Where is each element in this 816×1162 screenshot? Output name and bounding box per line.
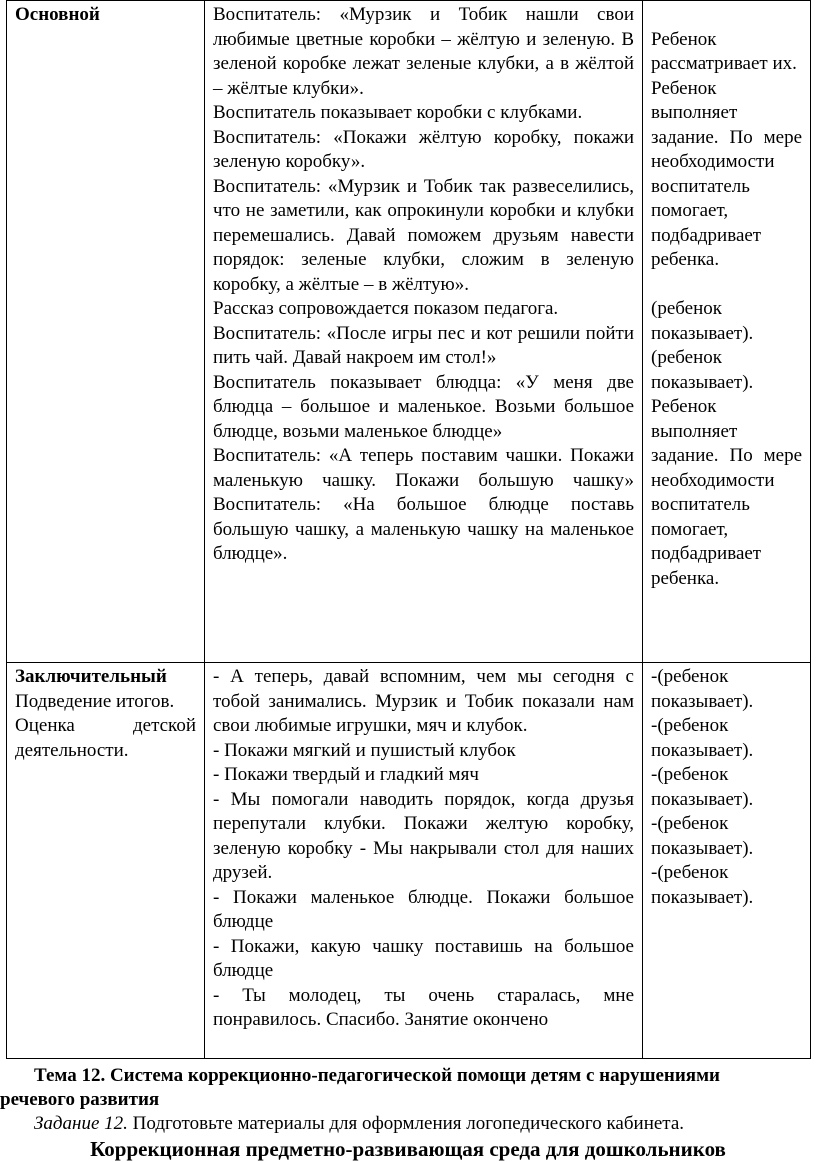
teacher-cell-final (205, 663, 643, 1059)
teacher-line: - Покажи мягкий и пушистый клубок (213, 739, 516, 761)
teacher-line: - А теперь, давай вспомним, чем мы сегодня с тобой занимались. Мурзик и Тобик показали нам свои любимые игрушки, мяч и клубок. (213, 666, 634, 736)
teacher-cell-main (205, 1, 643, 663)
teacher-line: - Ты молодец, ты очень старалась, мне понравилось. Спасибо. Занятие окончено (213, 984, 634, 1030)
teacher-line: Рассказ сопровождается показом педагога. (213, 298, 559, 319)
child-line: Ребенок выполняет задание. По мере необходимости воспитатель помогает, подбадривает ребенка. (651, 77, 802, 270)
task-line (34, 1112, 684, 1137)
stage-note: Оценка детской деятельности. (15, 715, 196, 761)
child-cell-main (643, 1, 811, 663)
stage-name: Основной (15, 4, 100, 25)
teacher-line: Воспитатель: «Мурзик и Тобик нашли свои любимые цветные коробки – жёлтую и зеленую. В зеленой коробке лежат зеленые клубки, а в жёлтой – жёлтые клубки». (213, 4, 634, 99)
stage-cell-main (7, 1, 205, 663)
child-line: -(ребенок показывает). (651, 862, 754, 908)
teacher-line: - Покажи твердый и гладкий мяч (213, 764, 479, 785)
lesson-table (6, 0, 811, 1059)
teacher-line: - Покажи, какую чашку поставишь на большое блюдце (213, 935, 634, 981)
child-line: -(ребенок показывает). (651, 666, 754, 712)
child-line: -(ребенок показывает). (651, 764, 754, 810)
task-text: Подготовьте материалы для оформления логопедического кабинета. (127, 1113, 685, 1134)
stage-note: Подведение итогов. (15, 690, 175, 712)
stage-name: Заключительный (15, 666, 167, 687)
teacher-line: Воспитатель: «Мурзик и Тобик так развеселились, что не заметили, как опрокинули коробки и клубки перемешались. Давай поможем друзьям навести порядок: зеленые клубки, сложим в зеленую коробку, а жёлтые – в жёлтую». (213, 175, 634, 295)
teacher-line: - Мы помогали наводить порядок, когда друзья перепутали клубки. Покажи желтую коробку, зеленую коробку - Мы накрывали стол для наших друзей. (213, 788, 634, 883)
child-line: (ребенок показывает). (651, 347, 754, 393)
teacher-line: Воспитатель: «А теперь поставим чашки. Покажи маленькую чашку. Покажи большую чашку» Воспитатель: «На большое блюдце поставь большую чашку, а маленькую чашку на маленькое блюдце». (213, 445, 634, 564)
child-line: Ребенок рассматривает их. (651, 28, 797, 74)
teacher-line: Воспитатель: «После игры пес и кот решили пойти пить чай. Давай накроем им стол!» (213, 322, 634, 368)
child-line: Ребенок выполняет задание. По мере необходимости воспитатель помогает, подбадривает ребенка. (651, 396, 802, 589)
task-label: Задание 12. (34, 1113, 128, 1134)
child-cell-final (643, 663, 811, 1059)
section-heading: Коррекционная предметно-развивающая среда для дошкольников (90, 1137, 726, 1161)
child-line: -(ребенок показывает). (651, 715, 754, 761)
child-line: -(ребенок показывает). (651, 813, 754, 859)
topic-line-1: Тема 12. Система коррекционно-педагогической помощи детям с нарушениями (34, 1065, 720, 1086)
topic-title (0, 1064, 816, 1112)
teacher-line: - Покажи маленькое блюдце. Покажи большое блюдце (213, 886, 634, 932)
teacher-line: Воспитатель показывает блюдца: «У меня две блюдца – большое и маленькое. Возьми большое блюдце, возьми маленькое блюдце» (213, 371, 634, 442)
topic-line-2: речевого развития (0, 1089, 160, 1110)
teacher-line: Воспитатель показывает коробки с клубками. (213, 102, 583, 123)
table-row-final (7, 663, 811, 1059)
child-line: (ребенок показывает). (651, 298, 754, 344)
table-row-main (7, 1, 811, 663)
teacher-line: Воспитатель: «Покажи жёлтую коробку, покажи зеленую коробку». (213, 126, 634, 172)
stage-cell-final (7, 663, 205, 1059)
